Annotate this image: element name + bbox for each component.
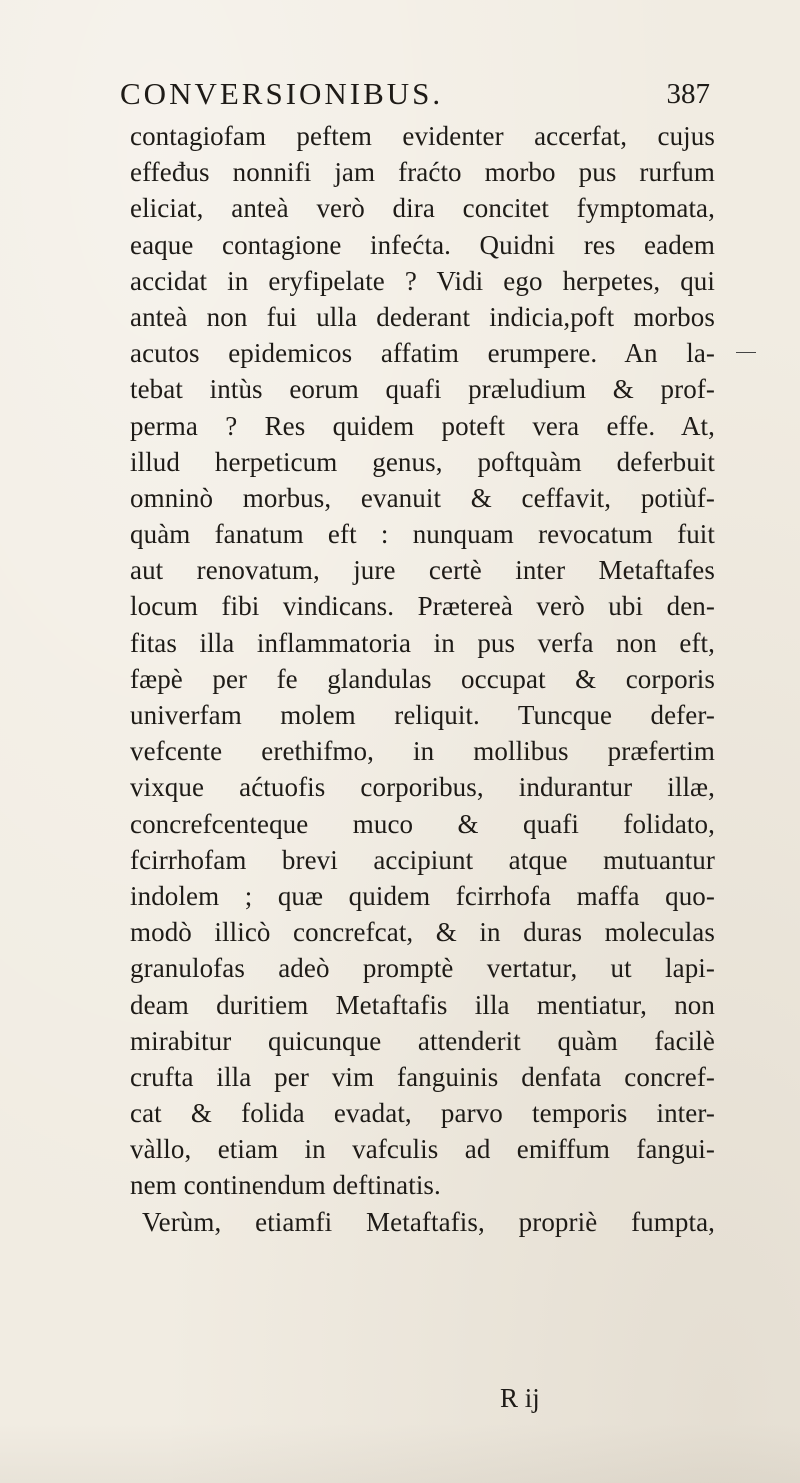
text-line: tebat intùs eorum quafi præludium & prof- xyxy=(130,374,715,405)
text-line: fcirrhofam brevi accipiunt atque mutuantur xyxy=(130,844,715,875)
text-line: omninò morbus, evanuit & ceffavit, potiùf- xyxy=(130,482,715,513)
text-line: acutos epidemicos affatim erumpere. An la- xyxy=(130,338,715,369)
running-head: CONVERSIONIBUS. xyxy=(120,76,444,111)
body-text xyxy=(130,118,715,1240)
text-line: indolem ; quæ quidem fcirrhofa maffa quo- xyxy=(130,880,715,911)
page-number: 387 xyxy=(666,78,710,110)
text-line: accidat in eryfipelate ? Vidi ego herpetes, qui xyxy=(130,265,715,296)
margin-mark xyxy=(736,352,756,353)
text-line: vàllo, etiam in vafculis ad emiffum fangui- xyxy=(130,1134,715,1165)
text-line: perma ? Res quidem poteft vera effe. At, xyxy=(130,410,715,441)
text-line: nem continendum deftinatis. xyxy=(130,1170,441,1201)
text-line: vixque aćtuofis corporibus, indurantur illæ, xyxy=(130,772,715,803)
page-header xyxy=(120,76,710,116)
text-line: locum fibi vindicans. Prætereà verò ubi den- xyxy=(130,591,715,622)
text-line: modò illicò concrefcat, & in duras moleculas xyxy=(130,917,715,948)
text-line: eaque contagione infećta. Quidni res eadem xyxy=(130,229,715,260)
text-line: effeđus nonnifi jam fraćto morbo pus rurfum xyxy=(130,157,715,188)
text-line: eliciat, anteà verò dira concitet fymptomata, xyxy=(130,193,715,224)
text-line: Verùm, etiamfi Metaftafis, propriè fumpta, xyxy=(142,1206,715,1237)
text-line: anteà non fui ulla dederant indicia,poft morbos xyxy=(130,301,715,332)
text-line: fitas illa inflammatoria in pus verfa non eft, xyxy=(130,627,715,658)
text-line: concrefcenteque muco & quafi folidato, xyxy=(130,808,715,839)
text-line: mirabitur quicunque attenderit quàm facilè xyxy=(130,1025,715,1056)
text-line: granulofas adeò promptè vertatur, ut lapi- xyxy=(130,953,715,984)
text-line: aut renovatum, jure certè inter Metaftafes xyxy=(130,555,715,586)
text-line: quàm fanatum eft : nunquam revocatum fuit xyxy=(130,519,715,550)
text-line: univerfam molem reliquit. Tuncque defer- xyxy=(130,700,715,730)
text-line: vefcente erethifmo, in mollibus præfertim xyxy=(130,736,715,767)
signature-mark: R ij xyxy=(500,1383,540,1413)
page-shadow xyxy=(0,1423,800,1483)
text-line: fæpè per fe glandulas occupat & corporis xyxy=(130,663,715,694)
text-line: cat & folida evadat, parvo temporis inter- xyxy=(130,1098,715,1129)
text-line: deam duritiem Metaftafis illa mentiatur, non xyxy=(130,989,715,1020)
text-line: contagiofam peftem evidenter accerfat, cujus xyxy=(130,121,715,151)
text-line: crufta illa per vim fanguinis denfata concref- xyxy=(130,1061,715,1092)
text-line: illud herpeticum genus, poftquàm deferbuit xyxy=(130,446,715,477)
